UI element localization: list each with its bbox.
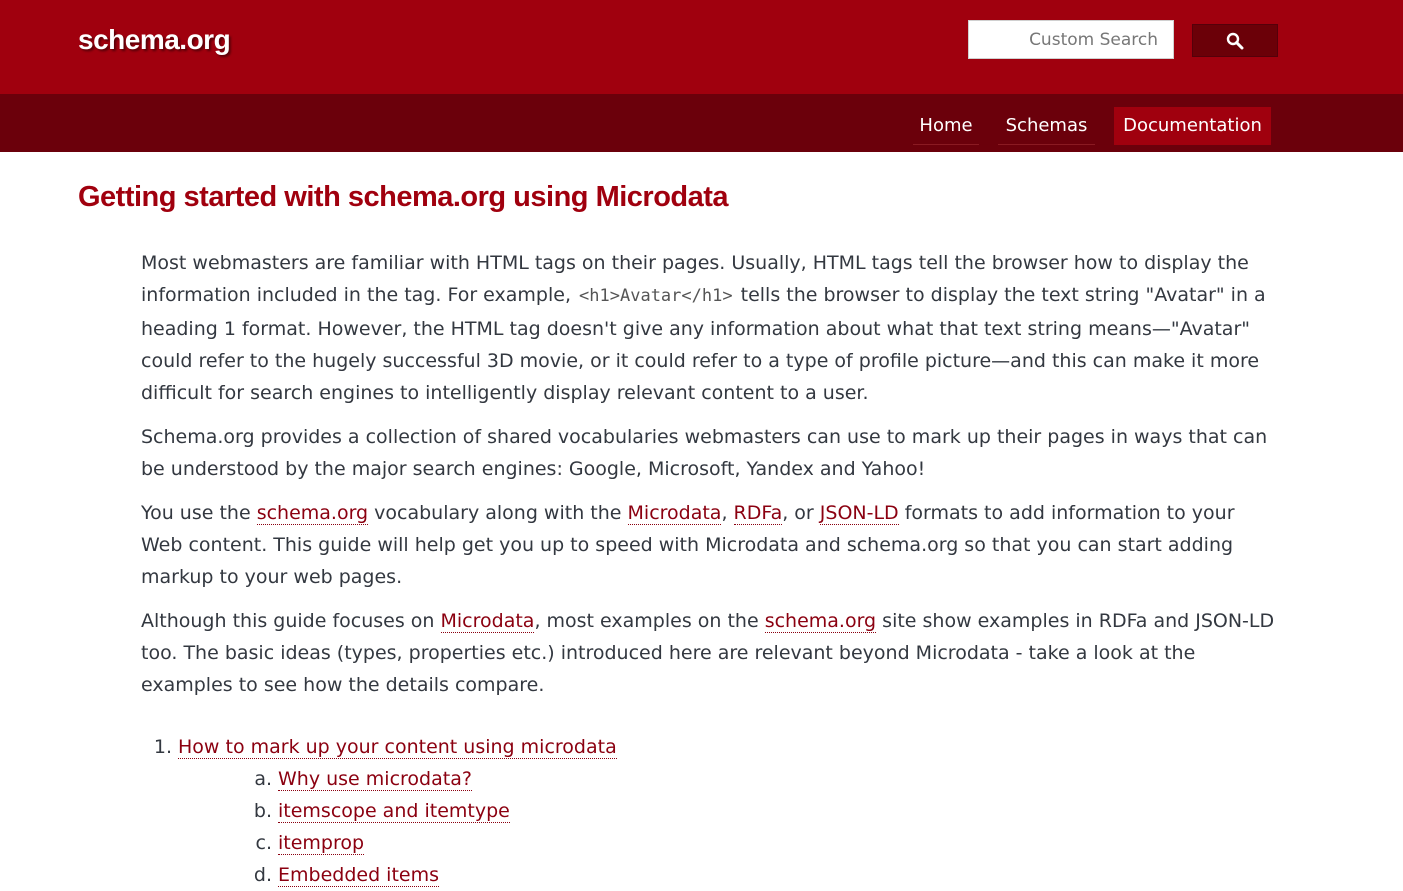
toc-link-mark-up-content[interactable]: How to mark up your content using microdata <box>178 736 617 758</box>
toc-subitem <box>141 795 1281 827</box>
intro-text-cont: tells the browser to display the text string "Avatar" in a heading 1 format. However, the HTML tag doesn't give any information about what that text string means—"Avatar" could refer to the hugely successful 3D movie, or it could refer to a type of profile picture—and this can make it more difficult for search engines to intelligently display relevant content to a user. <box>141 284 1266 404</box>
page-title: Getting started with schema.org using Microdata <box>78 181 729 213</box>
toc-marker: d. <box>253 864 272 886</box>
toc-marker: 1. <box>153 736 172 758</box>
focus-paragraph <box>141 605 1281 701</box>
toc-link-itemscope[interactable]: itemscope and itemtype <box>278 800 510 822</box>
table-of-contents <box>141 731 1281 891</box>
usage-text: formats to add information to your Web content. This guide will help get you up to speed with Microdata and schema.org so that you can start adding markup to your web pages. <box>141 502 1235 588</box>
toc-link-embedded-items[interactable]: Embedded items <box>278 864 439 886</box>
search-input[interactable] <box>968 20 1174 59</box>
top-header-bar <box>0 0 1403 94</box>
toc-marker: a. <box>254 768 272 790</box>
toc-sublist-container <box>141 763 1281 891</box>
toc-subitem <box>141 859 1281 891</box>
focus-text: , most examples on the <box>534 610 765 632</box>
usage-text: , <box>721 502 734 524</box>
toc-subitem <box>141 763 1281 795</box>
json-ld-link[interactable]: JSON-LD <box>819 502 899 524</box>
microdata-link[interactable]: Microdata <box>627 502 722 524</box>
toc-subitem <box>141 827 1281 859</box>
toc-item <box>141 731 1281 763</box>
intro-text: Most webmasters are familiar with HTML tags on their pages. Usually, HTML tags tell the browser how to display the information included in the tag. For example, <box>141 252 1249 306</box>
nav-home[interactable]: Home <box>913 107 979 145</box>
usage-paragraph <box>141 497 1281 593</box>
search-icon <box>1226 32 1244 50</box>
toc-link-why-microdata[interactable]: Why use microdata? <box>278 768 472 790</box>
site-logo[interactable]: schema.org <box>78 24 231 55</box>
schema-org-link[interactable]: schema.org <box>256 502 369 524</box>
toc-link-itemprop[interactable]: itemprop <box>278 832 365 854</box>
focus-text: Although this guide focuses on <box>141 610 441 632</box>
intro-paragraph <box>141 247 1281 409</box>
schema-org-link[interactable]: schema.org <box>764 610 877 632</box>
article-content <box>141 247 1281 891</box>
nav-documentation[interactable]: Documentation <box>1114 107 1271 145</box>
focus-text: site show examples in RDFa and JSON-LD too. The basic ideas (types, properties etc.) introduced here are relevant beyond Microdata - take a look at the examples to see how the details compare. <box>141 610 1275 696</box>
nav-schemas[interactable]: Schemas <box>998 107 1095 145</box>
usage-text: You use the <box>141 502 257 524</box>
microdata-link[interactable]: Microdata <box>440 610 535 632</box>
main-navigation <box>0 94 1403 152</box>
toc-marker: c. <box>255 832 272 854</box>
usage-text: vocabulary along with the <box>368 502 628 524</box>
vocabularies-paragraph: Schema.org provides a collection of shared vocabularies webmasters can use to mark up their pages in ways that can be understood by the major search engines: Google, Microsoft, Yandex and Yahoo! <box>141 426 1268 480</box>
usage-text: , or <box>782 502 820 524</box>
search-button[interactable] <box>1192 24 1278 57</box>
toc-marker: b. <box>253 800 272 822</box>
code-snippet: <h1>Avatar</h1> <box>579 286 733 306</box>
rdfa-link[interactable]: RDFa <box>733 502 783 524</box>
toc-sublist <box>141 763 1281 891</box>
